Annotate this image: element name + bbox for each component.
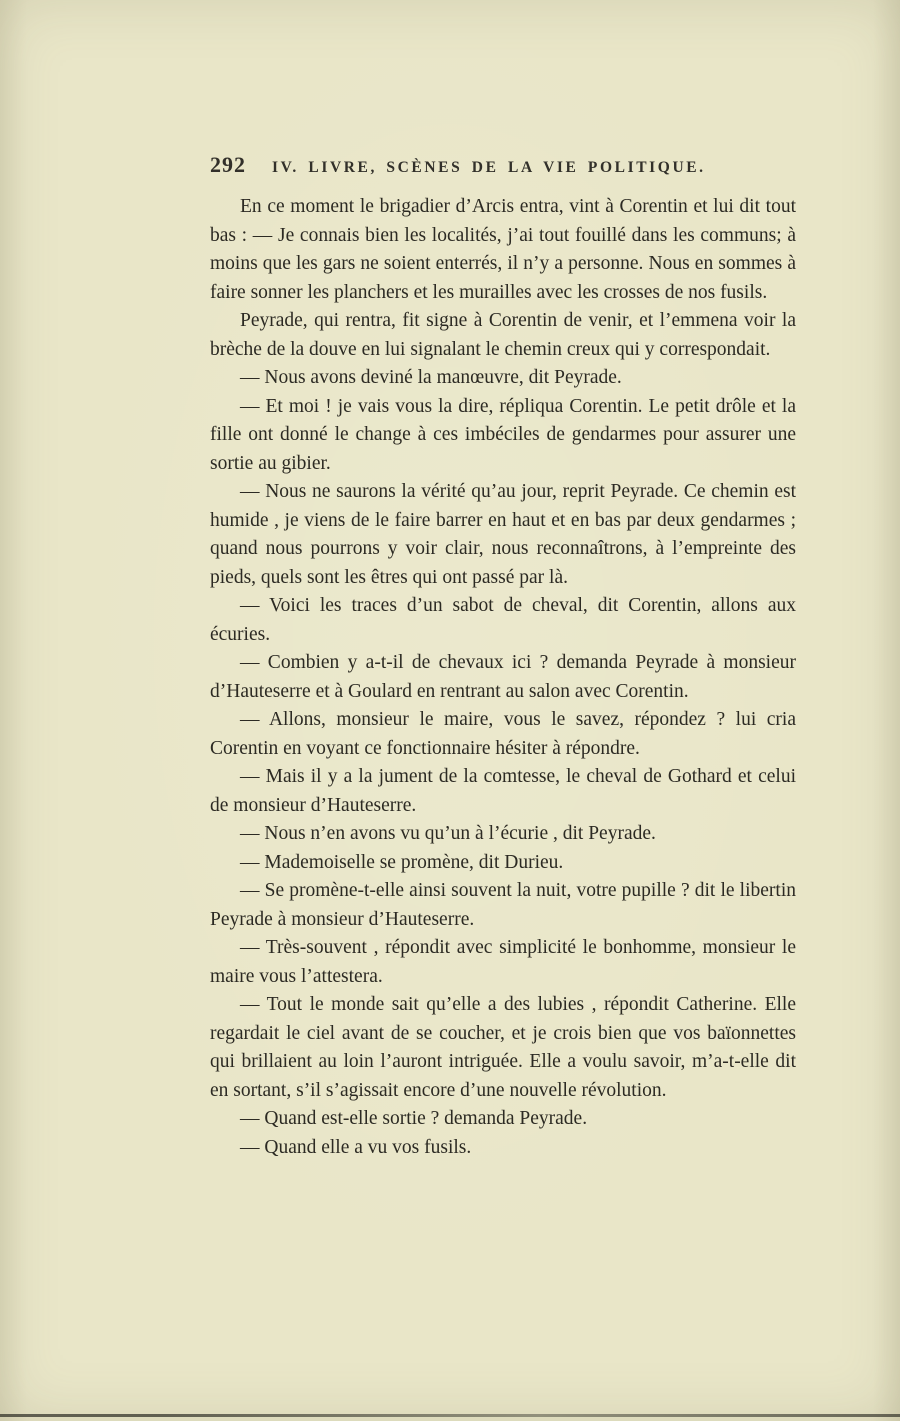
paragraph: En ce moment le brigadier d’Arcis entra, vint à Corentin et lui dit tout bas : — Je connais bien les localités, j’ai tout fouillé dans les communs; à moins que les gars ne soient enterrés, il n’y a personne. Nous en sommes à faire sonner les planchers et les murailles avec les crosses de nos fusils. (210, 196, 796, 303)
paragraph: Peyrade, qui rentra, fit signe à Corentin de venir, et l’emmena voir la brèche de la douve en lui signalant le chemin creux qui y correspondait. (210, 310, 796, 360)
paragraph: — Très-souvent , répondit avec simplicité le bonhomme, monsieur le maire vous l’attestera. (210, 937, 796, 987)
paragraph: — Nous avons deviné la manœuvre, dit Peyrade. (240, 367, 622, 388)
paragraph: — Mademoiselle se promène, dit Durieu. (240, 851, 564, 873)
paragraph: — Combien y a-t-il de chevaux ici ? demanda Peyrade à monsieur d’Hauteserre et à Goulard en rentrant au salon avec Corentin. (210, 652, 796, 702)
paragraph: — Allons, monsieur le maire, vous le savez, répondez ? lui cria Corentin en voyant ce fonctionnaire hésiter à répondre. (210, 709, 796, 759)
paragraph: — Nous n’en avons vu qu’un à l’écurie , dit Peyrade. (240, 823, 656, 844)
paragraph: — Mais il y a la jument de la comtesse, le cheval de Gothard et celui de monsieur d’Hauteserre. (210, 766, 796, 816)
page-header (210, 152, 796, 178)
paragraph: — Quand elle a vu vos fusils. (240, 1136, 472, 1158)
scan-edge (0, 1414, 900, 1417)
paragraph: — Tout le monde sait qu’elle a des lubies , répondit Catherine. Elle regardait le ciel avant de se coucher, et je crois bien que vos baïonnettes qui brillaient au loin l’auront intriguée. Elle a voulu savoir, m’a-t-elle dit en sortant, s’il s’agissait encore d’une nouvelle révolution. (210, 994, 796, 1101)
paragraph: — Nous ne saurons la vérité qu’au jour, reprit Peyrade. Ce chemin est humide , je viens de le faire barrer en haut et en bas par deux gendarmes ; quand nous pourrons y voir clair, nous reconnaîtrons, à l’empreinte des pieds, quels sont les êtres qui ont passé par là. (210, 481, 796, 588)
running-title: IV. LIVRE, SCÈNES DE LA VIE POLITIQUE. (272, 159, 706, 176)
paragraph: — Voici les traces d’un sabot de cheval, dit Corentin, allons aux écuries. (210, 595, 796, 645)
paragraph: — Et moi ! je vais vous la dire, répliqua Corentin. Le petit drôle et la fille ont donné le change à ces imbéciles de gendarmes pour assurer une sortie au gibier. (210, 395, 796, 474)
paragraph: — Se promène-t-elle ainsi souvent la nuit, votre pupille ? dit le libertin Peyrade à monsieur d’Hauteserre. (210, 880, 796, 930)
paragraph: — Quand est-elle sortie ? demanda Peyrade. (240, 1108, 588, 1129)
text-block (210, 193, 796, 1162)
page-number: 292 (210, 152, 246, 177)
